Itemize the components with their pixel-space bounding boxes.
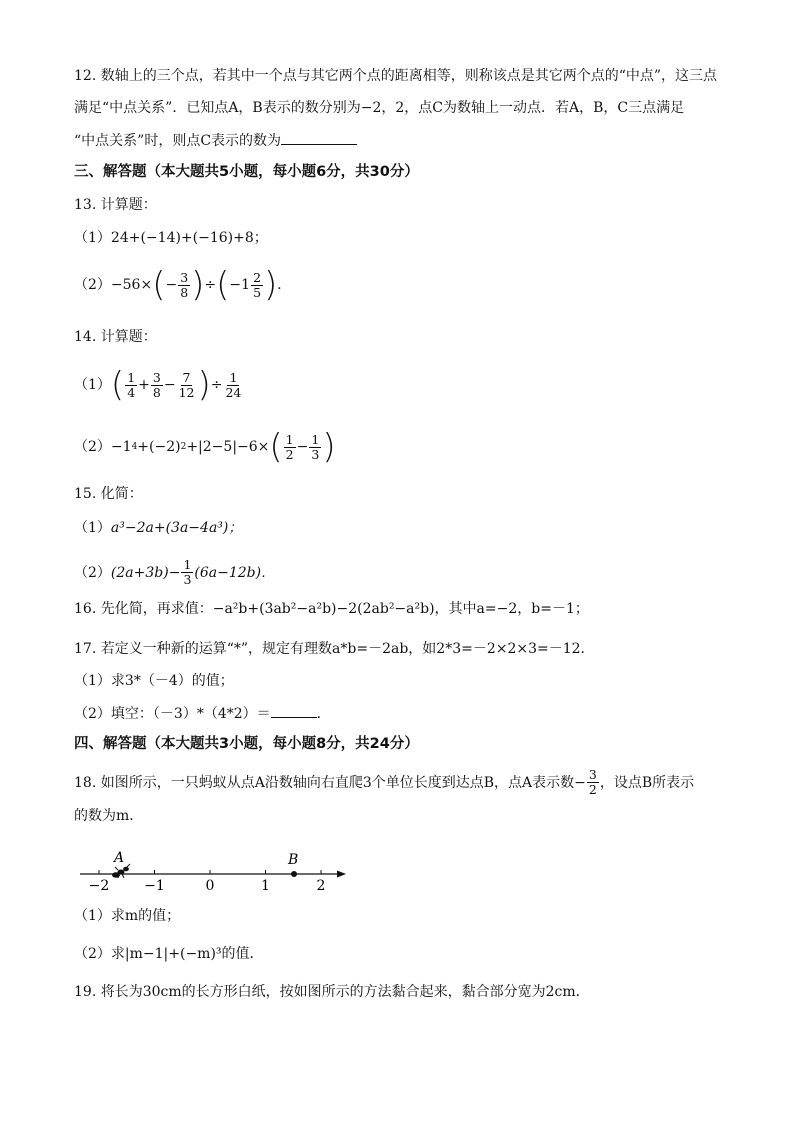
q14-p2-fraction2: $\frac{1}{3}$ [311, 431, 320, 462]
q14-part2: （2） −1 4 +(−2) 2 +|2−5|−6× ( $\frac{1}{2}$ − $\frac{1}{3}$ ) [74, 427, 336, 467]
section4-title: 四、解答题（本大题共3小题，每小题8分，共24分） [74, 736, 419, 752]
q17-p2-end: ． [316, 706, 331, 722]
q13-p1-expression: 24+(−14)+(−16)+8； [110, 230, 268, 246]
q15-p2-a: (2a+3b)− [110, 564, 181, 581]
q17-text: 17. 若定义一种新的运算“*”，规定有理数a*b=－2ab，如2*3=－2×2×3=－12． [74, 641, 595, 657]
q12-answer-blank[interactable] [281, 129, 357, 145]
q17-part2 [74, 702, 331, 724]
q18-fraction: $\frac{3}{2}$ [588, 767, 597, 797]
q14-p1-fraction1: $\frac{1}{4}$ [127, 369, 136, 400]
q14-part1: （1） ( $\frac{1}{4}$ + $\frac{3}{8}$ − $\frac{7}{12}$ ) ÷ $\frac{1}{24}$ [74, 365, 242, 405]
q18-line1-a: 18. 如图所示，一只蚂蚁从点A沿数轴向右直爬3个单位长度到达点B，点A表示数− [74, 774, 586, 791]
ant-icon [113, 864, 131, 878]
axis-arrow [337, 871, 346, 878]
q18-line2: 的数为m． [74, 808, 144, 824]
point-b-dot [291, 871, 297, 877]
number-line-figure [74, 844, 364, 894]
q15-p2-number: （2） [74, 564, 111, 581]
q17-answer-blank[interactable] [271, 702, 317, 718]
q14-p2-c: +|2−5|−6× [186, 439, 270, 455]
q12-line3 [74, 129, 357, 151]
q15-p1-number: （1） [74, 520, 111, 536]
q13-p2-divide: ÷ [204, 277, 217, 293]
q13-p2-fraction2: $\frac{2}{5}$ [253, 269, 262, 300]
tick-label: −1 [144, 878, 165, 894]
q15-part1 [74, 518, 242, 538]
q13-part1 [74, 228, 268, 248]
q17-part1: （1）求3*（－4）的值； [74, 673, 234, 689]
q15-part2 [74, 558, 275, 587]
q14-p1-fraction4: $\frac{1}{24}$ [225, 369, 242, 400]
q13-p2-whole: −1 [229, 277, 251, 293]
q15-p2-b: (6a−12b)． [194, 564, 276, 581]
q18-part1: （1）求m的值； [74, 908, 181, 924]
q18-line1 [74, 768, 694, 797]
q14-label: 14. 计算题： [74, 329, 157, 345]
q15-p2-fraction: $\frac{1}{3}$ [183, 557, 192, 587]
q13-p2-number: （2） [74, 277, 111, 293]
q13-p2-a: −56× [110, 277, 153, 293]
q14-p1-number: （1） [74, 377, 111, 393]
tick-label: −2 [88, 878, 110, 894]
q18-line1-b: ，设点B所表示 [599, 774, 695, 791]
q12-line3-text: “中点关系”时，则点C表示的数为 [74, 133, 282, 149]
q13-part2: （2） −56× ( − $\frac{3}{8}$ ) ÷ ( −1 $\frac{2}{5}$ ) ． [74, 265, 292, 305]
q18-part2: （2）求|m−1|+(−m)³的值． [74, 946, 264, 962]
section3-title: 三、解答题（本大题共5小题，每小题6分，共30分） [74, 164, 419, 180]
q13-label: 13. 计算题： [74, 197, 157, 213]
q12-line1: 12. 数轴上的三个点，若其中一个点与其它两个点的距离相等，则称该点是其它两个点的“中点”，这三点 [74, 68, 718, 84]
q13-p2-fraction1: $\frac{3}{8}$ [180, 269, 189, 300]
q12-line2: 满足“中点关系”．已知点A，B表示的数分别为−2，2，点C为数轴上一动点．若A，B，C三点满足 [74, 100, 685, 116]
q17-p2-text: （2）填空：（－3）*（4*2）＝ [74, 706, 271, 722]
q14-p2-a: −1 [110, 439, 132, 455]
point-b-label: B [288, 852, 299, 868]
q15-label: 15. 化简： [74, 486, 143, 502]
tick-label: 0 [205, 878, 215, 894]
q14-p1-fraction3: $\frac{7}{12}$ [178, 369, 195, 400]
q13-p1-number: （1） [74, 230, 111, 246]
q14-p2-b: +(−2) [137, 439, 181, 455]
q14-p2-fraction1: $\frac{1}{2}$ [285, 431, 294, 462]
tick-label: 1 [261, 878, 270, 894]
tick-label: 2 [316, 878, 326, 894]
q19-text: 19. 将长为30cm的长方形白纸，按如图所示的方法黏合起来，黏合部分宽为2cm． [74, 984, 590, 1000]
q14-p2-number: （2） [74, 439, 111, 455]
q16-text: 16. 先化简，再求值：−a²b+(3ab²−a²b)−2(2ab²−a²b)，其中a=−2，b=－1； [74, 601, 589, 617]
q14-p1-fraction2: $\frac{3}{8}$ [152, 369, 161, 400]
point-a-label: A [114, 850, 125, 866]
q15-p1-expression: a³−2a+(3a−4a³)； [110, 520, 243, 536]
